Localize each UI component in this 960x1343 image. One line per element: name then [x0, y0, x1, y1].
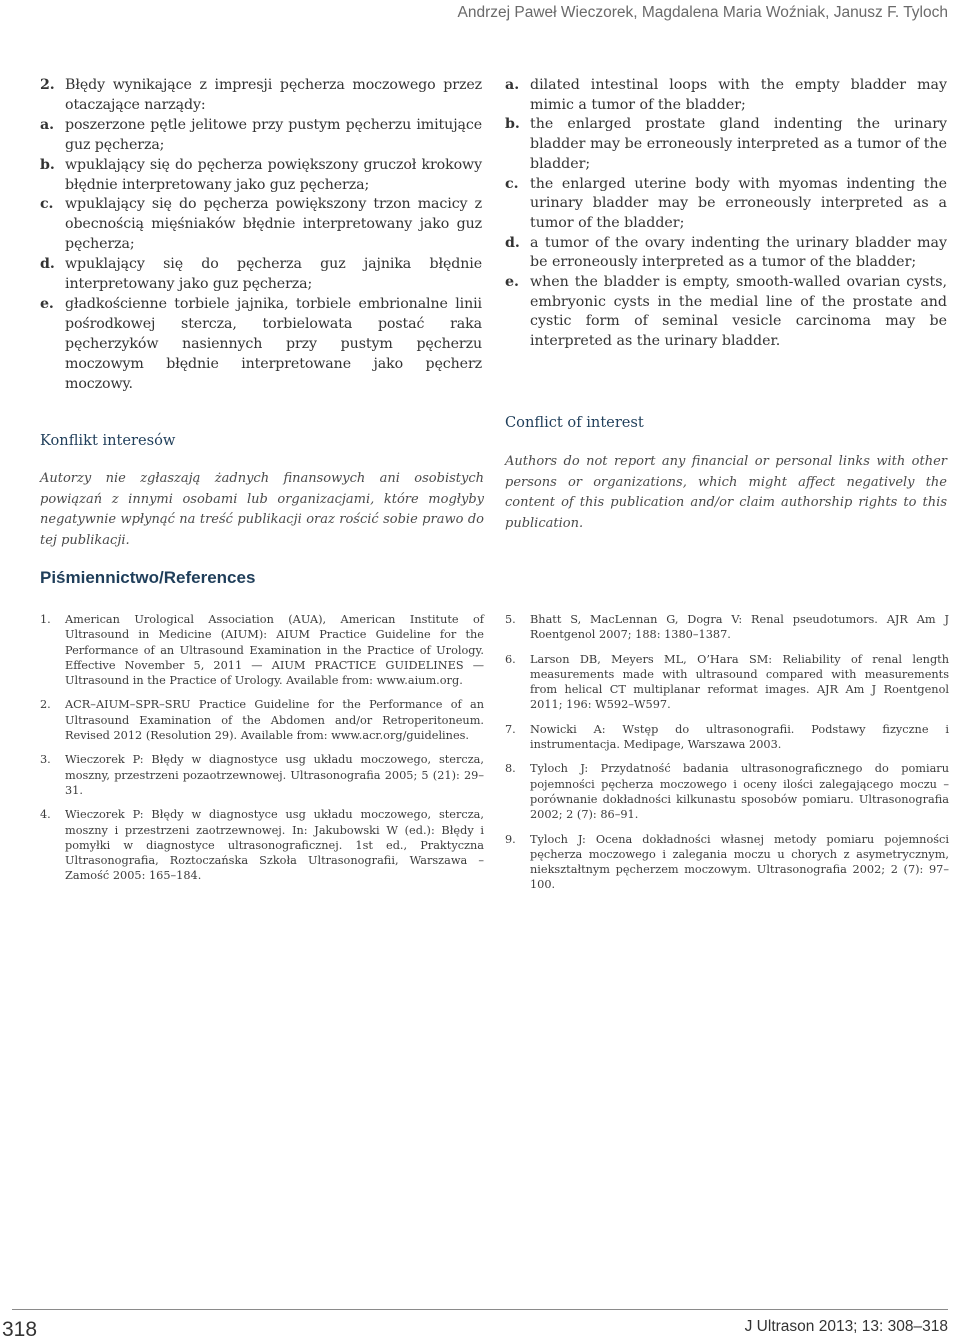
item-text: the enlarged uterine body with myomas indenting the urinary bladder may be erroneously interpreted as a tumor of the bladder;	[530, 175, 947, 231]
item-letter: e.	[40, 295, 54, 312]
reference-number: 2.	[40, 698, 51, 712]
reference-item	[505, 612, 949, 643]
item-text: dilated intestinal loops with the empty bladder may mimic a tumor of the bladder;	[530, 77, 947, 113]
item-letter: d.	[505, 234, 520, 251]
english-error-list	[505, 76, 947, 352]
heading-number: 2.	[40, 77, 55, 93]
list-item	[505, 175, 947, 234]
item-text: poszerzone pętle jelitowe przy pustym pęcherzu imitujące guz pęcherza;	[65, 116, 482, 153]
reference-text: Larson DB, Meyers ML, O’Hara SM: Reliability of renal length measurements made with ultrasound compared with measurements from helical CT multiplanar reformat images. AJR Am J Roentgenol 2011; 196: W592–W597.	[530, 652, 949, 712]
reference-number: 8.	[505, 762, 516, 776]
reference-text: Tyloch J: Ocena dokładności własnej metody pomiaru pojemności pęcherza moczowego i zalegania moczu u chorych z asymetrycznym, niekształtnym pęcherzem moczowym. Ultrasonografia 2002; 2 (7): 97–100.	[530, 832, 949, 892]
list-item	[40, 295, 482, 395]
list-item	[40, 255, 482, 295]
reference-text: Wieczorek P: Błędy w diagnostyce usg układu moczowego, stercza, moszny i przestrzeni zaotrzewnowej. In: Jakubowski W (ed.): Błędy i pomyłki w diagnostyce ultrasonograficznej. 1st ed., Praktyczna Ultrasonografia, Roztoczańska Szkoła Ultrasonografii, Warszawa – Zamość 2005: 165–184.	[65, 808, 484, 883]
references-list-left	[40, 612, 484, 893]
item-letter: c.	[40, 196, 54, 213]
reference-text: American Urological Association (AUA), American Institute of Ultrasound in Medicine (AIUM): AIUM Practice Guideline for the Performance of an Ultrasound Examination in the Practice of Urology. Effective November 5, 2011 — AIUM PRACTICE GUIDELINES — Ultrasound in the Practice of Urology. Available from: www.aium.org.	[65, 613, 484, 688]
list-item	[505, 273, 947, 352]
list-item	[505, 115, 947, 174]
reference-text: Wieczorek P: Błędy w diagnostyce usg układu moczowego, stercza, moszny, przestrzeni pozaotrzewnowej. Ultrasonografia 2005; 5 (21): 29–31.	[65, 753, 484, 797]
heading-text: Błędy wynikające z impresji pęcherza moczowego przez otaczające narządy:	[65, 77, 482, 113]
list-item	[40, 195, 482, 255]
reference-number: 6.	[505, 652, 516, 666]
reference-item	[505, 761, 949, 822]
reference-number: 4.	[40, 808, 51, 822]
item-letter: a.	[505, 77, 520, 93]
reference-item	[505, 652, 949, 713]
reference-text: Tyloch J: Przydatność badania ultrasonograficznego do pomiaru pojemności pęcherza moczowego i oceny ilości zalegającego moczu – porównanie dokładności kilkunastu sposobów pomiaru. Ultrasonografia 2002; 2 (7): 86–91.	[530, 762, 949, 822]
reference-item	[40, 752, 484, 798]
references-list-right	[505, 612, 949, 902]
reference-text: ACR–AIUM–SPR–SRU Practice Guideline for the Performance of an Ultrasound Examination of the Abdomen and/or Retroperitoneum. Revised 2012 (Resolution 29). Available from: www.acr.org/guidelines.	[65, 698, 484, 743]
conflict-text-en: Authors do not report any financial or personal links with other persons or organizations, which might affect negatively the content of this publication and/or claim authorship rights to this publication.	[505, 454, 947, 531]
references-title: Piśmiennictwo/References	[40, 568, 256, 587]
running-head-authors: Andrzej Paweł Wieczorek, Magdalena Maria Woźniak, Janusz F. Tyloch	[457, 4, 948, 21]
list-item	[40, 116, 482, 156]
list-item	[40, 156, 482, 196]
item-letter: e.	[505, 274, 519, 291]
conflict-heading-en: Conflict of interest	[505, 414, 644, 431]
item-text: wpuklający się do pęcherza powiększony trzon macicy z obecnością mięśniaków błędnie interpretowany jako guz pęcherza;	[65, 196, 482, 253]
reference-item	[505, 722, 949, 753]
item-text: wpuklający się do pęcherza powiększony gruczoł krokowy błędnie interpretowany jako guz pęcherza;	[65, 156, 482, 193]
item-letter: d.	[40, 256, 55, 273]
page-number: 318	[2, 1318, 38, 1341]
reference-number: 3.	[40, 753, 51, 767]
reference-text: Nowicki A: Wstęp do ultrasonografii. Podstawy fizyczne i instrumentacja. Medipage, Warszawa 2003.	[530, 722, 949, 752]
item-letter: b.	[505, 116, 520, 133]
item-letter: b.	[40, 156, 55, 173]
reference-item	[40, 697, 484, 743]
reference-number: 1.	[40, 613, 51, 626]
list-item	[505, 234, 947, 273]
journal-citation: J Ultrason 2013; 13: 308–318	[744, 1318, 948, 1335]
footer-divider	[12, 1309, 948, 1310]
item-text: the enlarged prostate gland indenting the urinary bladder may be erroneously interpreted as a tumor of the bladder;	[530, 116, 947, 172]
item-letter: a.	[40, 116, 54, 133]
list-item	[505, 76, 947, 115]
reference-number: 5.	[505, 613, 516, 626]
item-text: when the bladder is empty, smooth-walled ovarian cysts, embryonic cysts in the medial line of the prostate and cystic form of seminal vesicle carcinoma may be interpreted as the urinary bladder.	[530, 274, 947, 350]
polish-error-list	[40, 76, 482, 395]
conflict-heading-pl: Konflikt interesów	[40, 432, 176, 449]
list-heading	[40, 76, 482, 116]
item-letter: c.	[505, 175, 519, 192]
reference-item	[505, 832, 949, 893]
item-text: a tumor of the ovary indenting the urinary bladder may be erroneously interpreted as a tumor of the bladder;	[530, 234, 947, 271]
reference-text: Bhatt S, MacLennan G, Dogra V: Renal pseudotumors. AJR Am J Roentgenol 2007; 188: 1380–1387.	[530, 613, 949, 642]
reference-item	[40, 807, 484, 883]
reference-item	[40, 612, 484, 688]
item-text: gładkościenne torbiele jajnika, torbiele embrionalne linii pośrodkowej stercza, torbielowata postać raka pęcherzyków nasiennych przy pustym pęcherzu moczowym błędnie interpretowane jako pęcherz moczowy.	[65, 295, 482, 392]
reference-number: 9.	[505, 832, 516, 846]
reference-number: 7.	[505, 722, 516, 736]
conflict-text-pl: Autorzy nie zgłaszają żadnych finansowych ani osobistych powiązań z innymi osobami lub organizacjami, które mogłyby negatywnie wpłynąć na treść publikacji oraz rościć sobie prawo do tej publikacji.	[40, 471, 484, 548]
item-text: wpuklający się do pęcherza guz jajnika błędnie interpretowany jako guz pęcherza;	[65, 256, 482, 293]
